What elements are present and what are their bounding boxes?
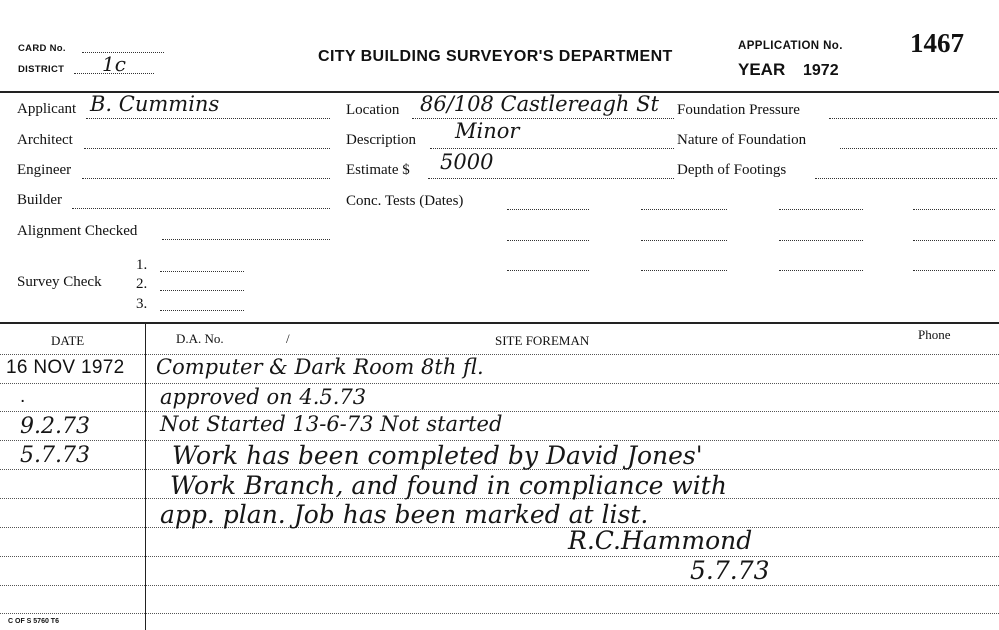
description-value: Minor — [455, 119, 520, 143]
district-value: 1c — [102, 52, 126, 76]
department-title: CITY BUILDING SURVEYOR'S DEPARTMENT — [318, 48, 673, 65]
log-rule — [0, 383, 999, 384]
conc-slot — [913, 270, 995, 271]
conc-slot — [779, 270, 863, 271]
builder-label: Builder — [17, 192, 62, 208]
location-label: Location — [346, 102, 400, 118]
conc-slot — [641, 209, 727, 210]
conc-slot — [507, 240, 589, 241]
applicant-value: B. Cummins — [90, 92, 220, 116]
estimate-label: Estimate $ — [346, 162, 410, 178]
builder-line — [72, 208, 330, 209]
log-rule — [0, 585, 999, 586]
depth-of-footings-line — [815, 178, 997, 179]
log-entry-text: Computer & Dark Room 8th fl. — [156, 355, 484, 379]
description-line — [430, 148, 674, 149]
engineer-line — [82, 178, 330, 179]
site-foreman-header: SITE FOREMAN — [495, 333, 590, 348]
nature-of-foundation-label: Nature of Foundation — [677, 132, 807, 148]
survey-line-1 — [160, 271, 244, 272]
architect-label: Architect — [17, 132, 73, 148]
log-top-rule — [0, 322, 999, 324]
conc-slot — [507, 209, 589, 210]
da-no-header: D.A. No. — [176, 331, 224, 346]
log-entry-text: Work has been completed by David Jones' — [172, 441, 703, 470]
architect-line — [84, 148, 330, 149]
log-entry-text: Not Started 13-6-73 Not started — [160, 412, 503, 436]
log-date: 5.7.73 — [20, 443, 90, 468]
conc-slot — [779, 209, 863, 210]
signature: R.C.Hammond — [568, 526, 753, 555]
log-rule — [0, 354, 999, 355]
conc-slot — [779, 240, 863, 241]
estimate-line — [428, 178, 674, 179]
survey-num-3: 3. — [136, 296, 148, 312]
alignment-label: Alignment Checked — [17, 223, 138, 239]
depth-of-footings-label: Depth of Footings — [677, 162, 787, 178]
alignment-line — [162, 239, 330, 240]
location-line — [412, 118, 674, 119]
year-value: 1972 — [803, 62, 839, 79]
engineer-label: Engineer — [17, 162, 72, 178]
conc-slot — [641, 270, 727, 271]
applicant-label: Applicant — [17, 101, 77, 117]
survey-line-2 — [160, 290, 244, 291]
applicant-line — [86, 118, 330, 119]
nature-of-foundation-line — [840, 148, 997, 149]
conc-slot — [913, 240, 995, 241]
year-label: YEAR — [738, 60, 786, 79]
phone-header: Phone — [918, 327, 951, 342]
application-no-label: APPLICATION No. — [738, 40, 843, 52]
survey-num-2: 2. — [136, 276, 148, 292]
log-date: . — [20, 386, 26, 407]
location-value: 86/108 Castlereagh St — [420, 92, 659, 116]
conc-slot — [507, 270, 589, 271]
foundation-pressure-line — [829, 118, 997, 119]
log-entry-text: approved on 4.5.73 — [160, 385, 367, 409]
survey-num-1: 1. — [136, 257, 148, 273]
application-no: 1467 — [910, 28, 964, 58]
form-code: C OF S 5760 T6 — [8, 618, 59, 625]
log-rule — [0, 556, 999, 557]
district-label: DISTRICT — [18, 64, 65, 75]
estimate-value: 5000 — [440, 150, 494, 174]
conc-tests-label: Conc. Tests (Dates) — [346, 193, 464, 209]
survey-label: Survey Check — [17, 274, 102, 290]
log-entry-text: app. plan. Job has been marked at list. — [160, 500, 649, 529]
conc-slot — [641, 240, 727, 241]
survey-line-3 — [160, 310, 244, 311]
log-entry-text: Work Branch, and found in compliance with — [170, 471, 727, 500]
description-label: Description — [346, 132, 416, 148]
log-date: 9.2.73 — [20, 414, 90, 439]
conc-slot — [913, 209, 995, 210]
log-rule — [0, 613, 999, 614]
signature-date: 5.7.73 — [690, 556, 770, 585]
foundation-pressure-label: Foundation Pressure — [677, 102, 800, 118]
date-header: DATE — [51, 333, 85, 348]
da-slash: / — [286, 331, 290, 346]
card-no-label: CARD No. — [18, 43, 66, 54]
log-date: 16 NOV 1972 — [6, 357, 125, 378]
